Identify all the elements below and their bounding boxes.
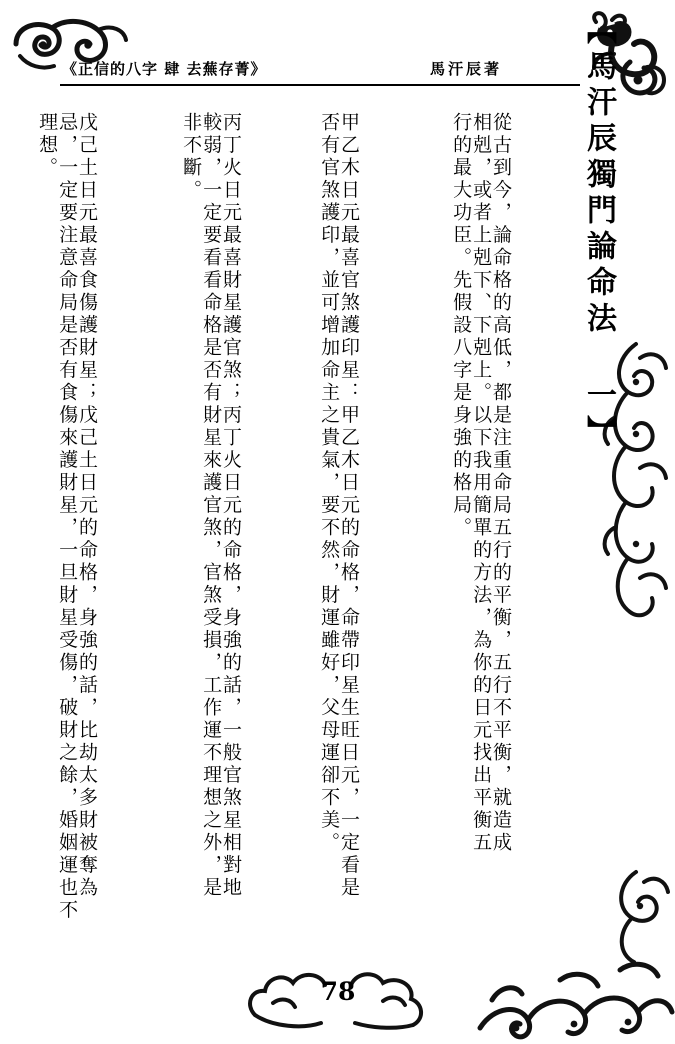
text-column-1: 從古到今，論命格的高低，都是注重命局五行的平衡，五行不平衡，就造成相剋，或者上剋下、下剋上。以下我用簡單的方法，為你的日元找出平衡五行的最大功臣。先假設八字是身強的格局。: [450, 112, 512, 855]
text-column-2: 甲乙木日元最喜官煞護印星：甲乙木日元的命格，命帶印星生旺日元，一定看是否有官煞護印，並可增加命主之貴氣，要不然，財運雖好，父母運卻不美。: [318, 112, 360, 900]
body-text: [0, 100, 675, 960]
page-number: 78: [320, 977, 356, 1006]
author-header: 馬汗辰著: [430, 60, 503, 78]
book-title-header: 《正信的八字 肆 去蕪存菁》: [62, 60, 267, 78]
header-divider: [60, 84, 580, 86]
text-column-3: 丙丁火日元最喜財星護官煞；丙丁火日元的命格，身強的話，一般官煞星相對地較弱，一定要看看命格是否有財星來護官煞，官煞受損，工作運不理想之外，是非不斷。: [180, 112, 242, 900]
text-column-4: 戊己土日元最喜食傷護財星；戊己土日元的命格，身強的話，比劫太多財被奪為忌，一定要注意命局是否有食傷來護財星，一旦財星受傷，破財之餘，婚姻運也不理想。: [36, 112, 98, 922]
cloud-folio-ornament: [243, 955, 433, 1033]
page-title: 【馬汗辰獨門論命法 一】: [581, 14, 616, 451]
